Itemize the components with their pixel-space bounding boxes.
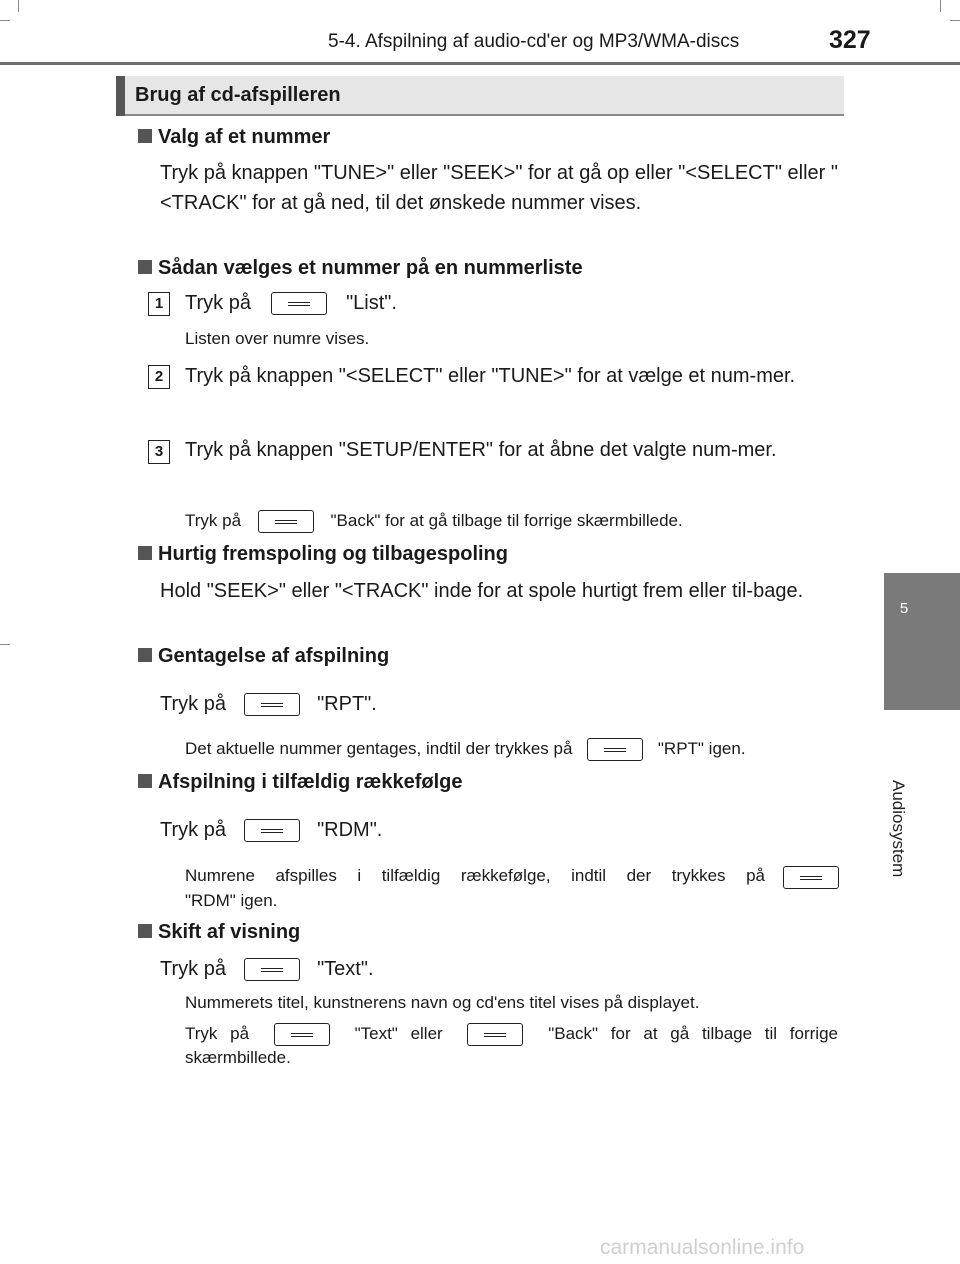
step-2-text: Tryk på knappen "<SELECT" eller "TUNE>" for at vælge et num-mer. [185,365,796,387]
heading-gentag: Gentagelse af afspilning [138,645,389,668]
square-bullet-icon [138,648,152,662]
step-1-text: Tryk på "List". [185,292,397,314]
crop-mark [18,0,19,12]
visning-instruction: Tryk på "Text". [160,958,374,980]
square-bullet-icon [138,546,152,560]
rpt-button-icon [244,693,300,716]
rpt-button-icon [587,738,643,761]
section-title: Brug af cd-afspilleren [135,84,341,106]
step-1-note: Listen over numre vises. [185,329,370,348]
crop-mark [0,20,10,21]
chapter-number: 5 [899,600,909,617]
visning-note-2: Tryk på "Text" eller "Back" for at gå tilbage til forrige skærmbillede. [185,1024,838,1068]
heading-tilfaeldig: Afspilning i tilfældig rækkefølge [138,771,462,794]
text-button-icon [274,1023,330,1046]
crop-mark [0,644,10,645]
square-bullet-icon [138,774,152,788]
tilfaeldig-instruction: Tryk på "RDM". [160,819,383,841]
rdm-button-icon [244,819,300,842]
list-button-icon [271,292,327,315]
back-note: Tryk på "Back" for at gå tilbage til forrige skærmbillede. [185,509,683,533]
heading-valg: Valg af et nummer [138,126,330,149]
crop-mark [950,20,960,21]
tilfaeldig-note-line1: Numrene afspilles i tilfældig rækkefølge, indtil der trykkes på [185,866,765,885]
step-number-2: 2 [148,365,170,389]
chapter-tab [884,573,960,710]
heading-visning: Skift af visning [138,921,300,944]
chapter-title: Audiosystem [889,780,908,878]
section-title-bar [116,76,125,116]
rdm-button-icon [783,866,839,889]
back-button-icon [467,1023,523,1046]
header-rule [0,62,960,65]
paragraph-valg: Tryk på knappen "TUNE>" eller "SEEK>" for at gå op eller "<SELECT" eller "<TRACK" for at gå ned, til det ønskede nummer vises. [160,162,838,214]
step-number-3: 3 [148,440,170,464]
paragraph-hurtig: Hold "SEEK>" eller "<TRACK" inde for at spole hurtigt frem eller til-bage. [160,580,804,602]
crop-mark [940,0,941,12]
square-bullet-icon [138,129,152,143]
square-bullet-icon [138,924,152,938]
step-number-1: 1 [148,292,170,316]
square-bullet-icon [138,260,152,274]
step-3-text: Tryk på knappen "SETUP/ENTER" for at åbne det valgte num-mer. [185,439,777,461]
watermark: carmanualsonline.info [600,1236,805,1259]
tilfaeldig-note-line2: "RDM" igen. [185,891,278,910]
running-header: 5-4. Afspilning af audio-cd'er og MP3/WMA-discs [328,31,740,52]
gentag-instruction: Tryk på "RPT". [160,693,377,715]
heading-hurtig: Hurtig fremspoling og tilbagespoling [138,543,508,566]
page-number: 327 [829,26,871,54]
gentag-note: Det aktuelle nummer gentages, indtil der trykkes på "RPT" igen. [185,737,746,761]
heading-liste: Sådan vælges et nummer på en nummerliste [138,257,583,280]
back-button-icon [258,510,314,533]
text-button-icon [244,958,300,981]
visning-note-1: Nummerets titel, kunstnerens navn og cd'ens titel vises på displayet. [185,993,700,1012]
